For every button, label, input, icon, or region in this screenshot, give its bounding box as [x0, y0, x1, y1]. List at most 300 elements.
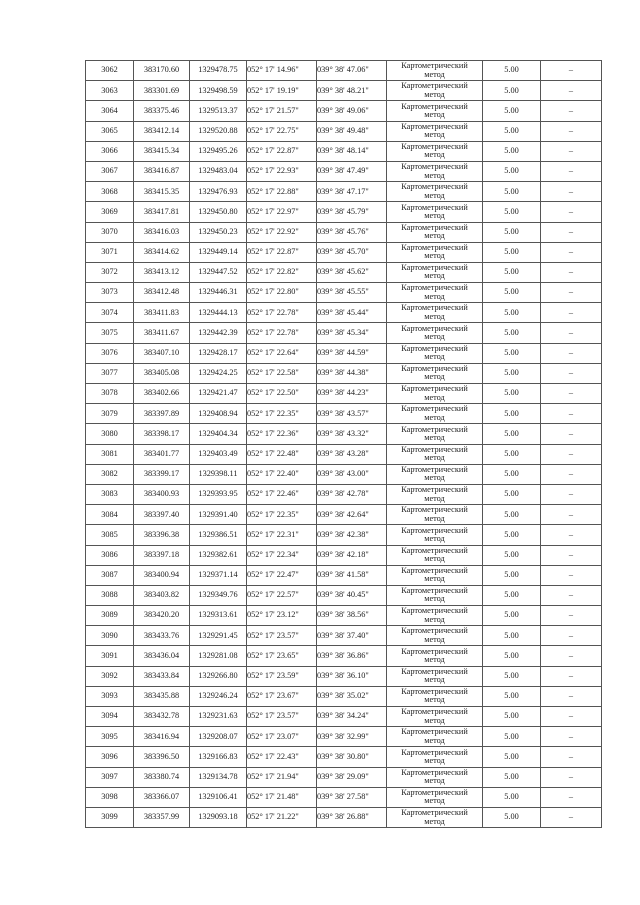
latitude-cell: 052° 17' 22.80" — [247, 283, 317, 303]
method-text: метод — [424, 715, 445, 725]
method-text: метод — [424, 412, 445, 422]
longitude-cell: 039° 38' 44.38" — [317, 363, 387, 383]
method-text: Картометрический — [401, 81, 468, 91]
method-text: Картометрический — [401, 727, 468, 737]
method-cell — [387, 404, 483, 424]
description-cell: – — [541, 747, 602, 767]
longitude-cell: 039° 38' 49.48" — [317, 121, 387, 141]
table-row — [86, 807, 602, 827]
longitude-cell: 039° 38' 45.76" — [317, 222, 387, 242]
method-text: метод — [424, 816, 445, 826]
y-coordinate-cell: 1329391.40 — [190, 505, 247, 525]
method-text: метод — [424, 271, 445, 281]
latitude-cell: 052° 17' 22.57" — [247, 585, 317, 605]
method-cell — [387, 807, 483, 827]
description-cell: – — [541, 686, 602, 706]
latitude-cell: 052° 17' 22.87" — [247, 242, 317, 262]
point-number-cell: 3067 — [86, 161, 134, 181]
y-coordinate-cell: 1329450.80 — [190, 202, 247, 222]
y-coordinate-cell: 1329408.94 — [190, 404, 247, 424]
method-text: метод — [424, 210, 445, 220]
longitude-cell: 039° 38' 44.59" — [317, 343, 387, 363]
method-text: метод — [424, 655, 445, 665]
longitude-cell: 039° 38' 43.28" — [317, 444, 387, 464]
x-coordinate-cell: 383411.83 — [134, 303, 190, 323]
x-coordinate-cell: 383411.67 — [134, 323, 190, 343]
method-cell — [387, 121, 483, 141]
accuracy-cell: 5.00 — [483, 484, 541, 504]
table-row — [86, 242, 602, 262]
latitude-cell: 052° 17' 23.12" — [247, 606, 317, 626]
y-coordinate-cell: 1329093.18 — [190, 807, 247, 827]
coordinates-table-body — [86, 61, 602, 828]
description-cell: – — [541, 121, 602, 141]
method-text: Картометрический — [401, 767, 468, 777]
table-row — [86, 404, 602, 424]
method-cell — [387, 424, 483, 444]
point-number-cell: 3098 — [86, 787, 134, 807]
method-text: Картометрический — [401, 545, 468, 555]
x-coordinate-cell: 383416.87 — [134, 161, 190, 181]
accuracy-cell: 5.00 — [483, 202, 541, 222]
method-text: Картометрический — [401, 424, 468, 434]
x-coordinate-cell: 383398.17 — [134, 424, 190, 444]
x-coordinate-cell: 383433.84 — [134, 666, 190, 686]
y-coordinate-cell: 1329444.13 — [190, 303, 247, 323]
table-row — [86, 343, 602, 363]
point-number-cell: 3086 — [86, 545, 134, 565]
longitude-cell: 039° 38' 45.70" — [317, 242, 387, 262]
y-coordinate-cell: 1329106.41 — [190, 787, 247, 807]
method-text: Картометрический — [401, 747, 468, 757]
accuracy-cell: 5.00 — [483, 545, 541, 565]
description-cell: – — [541, 343, 602, 363]
table-row — [86, 525, 602, 545]
table-row — [86, 283, 602, 303]
method-text: Картометрический — [401, 626, 468, 636]
latitude-cell: 052° 17' 22.88" — [247, 182, 317, 202]
table-row — [86, 202, 602, 222]
method-text: Картометрический — [401, 707, 468, 717]
method-text: Картометрический — [401, 242, 468, 252]
method-text: метод — [424, 109, 445, 119]
longitude-cell: 039° 38' 36.86" — [317, 646, 387, 666]
accuracy-cell: 5.00 — [483, 464, 541, 484]
y-coordinate-cell: 1329134.78 — [190, 767, 247, 787]
point-number-cell: 3088 — [86, 585, 134, 605]
accuracy-cell: 5.00 — [483, 747, 541, 767]
latitude-cell: 052° 17' 22.92" — [247, 222, 317, 242]
method-text: Картометрический — [401, 444, 468, 454]
point-number-cell: 3080 — [86, 424, 134, 444]
y-coordinate-cell: 1329442.39 — [190, 323, 247, 343]
longitude-cell: 039° 38' 34.24" — [317, 707, 387, 727]
point-number-cell: 3070 — [86, 222, 134, 242]
method-cell — [387, 141, 483, 161]
x-coordinate-cell: 383436.04 — [134, 646, 190, 666]
description-cell: – — [541, 61, 602, 81]
x-coordinate-cell: 383399.17 — [134, 464, 190, 484]
method-text: метод — [424, 755, 445, 765]
accuracy-cell: 5.00 — [483, 141, 541, 161]
y-coordinate-cell: 1329393.95 — [190, 484, 247, 504]
x-coordinate-cell: 383435.88 — [134, 686, 190, 706]
table-row — [86, 727, 602, 747]
y-coordinate-cell: 1329246.24 — [190, 686, 247, 706]
method-text: метод — [424, 291, 445, 301]
longitude-cell: 039° 38' 42.64" — [317, 505, 387, 525]
method-text: метод — [424, 614, 445, 624]
method-text: метод — [424, 69, 445, 79]
accuracy-cell: 5.00 — [483, 81, 541, 101]
table-row — [86, 606, 602, 626]
latitude-cell: 052° 17' 22.47" — [247, 565, 317, 585]
x-coordinate-cell: 383400.93 — [134, 484, 190, 504]
description-cell: – — [541, 505, 602, 525]
latitude-cell: 052° 17' 22.93" — [247, 161, 317, 181]
x-coordinate-cell: 383170.60 — [134, 61, 190, 81]
method-text: Картометрический — [401, 787, 468, 797]
accuracy-cell: 5.00 — [483, 384, 541, 404]
table-row — [86, 505, 602, 525]
longitude-cell: 039° 38' 29.09" — [317, 767, 387, 787]
method-text: метод — [424, 190, 445, 200]
latitude-cell: 052° 17' 14.96" — [247, 61, 317, 81]
latitude-cell: 052° 17' 22.78" — [247, 303, 317, 323]
method-text: метод — [424, 89, 445, 99]
longitude-cell: 039° 38' 27.58" — [317, 787, 387, 807]
method-text: метод — [424, 493, 445, 503]
point-number-cell: 3090 — [86, 626, 134, 646]
y-coordinate-cell: 1329428.17 — [190, 343, 247, 363]
point-number-cell: 3082 — [86, 464, 134, 484]
longitude-cell: 039° 38' 45.44" — [317, 303, 387, 323]
method-text: Картометрический — [401, 586, 468, 596]
description-cell: – — [541, 404, 602, 424]
x-coordinate-cell: 383397.40 — [134, 505, 190, 525]
accuracy-cell: 5.00 — [483, 262, 541, 282]
y-coordinate-cell: 1329166.83 — [190, 747, 247, 767]
description-cell: – — [541, 424, 602, 444]
longitude-cell: 039° 38' 45.79" — [317, 202, 387, 222]
method-text: метод — [424, 473, 445, 483]
y-coordinate-cell: 1329403.49 — [190, 444, 247, 464]
table-row — [86, 182, 602, 202]
longitude-cell: 039° 38' 48.14" — [317, 141, 387, 161]
method-text: метод — [424, 231, 445, 241]
method-text: метод — [424, 170, 445, 180]
method-text: Картометрический — [401, 182, 468, 192]
method-text: метод — [424, 735, 445, 745]
longitude-cell: 039° 38' 49.06" — [317, 101, 387, 121]
latitude-cell: 052° 17' 22.64" — [247, 343, 317, 363]
description-cell: – — [541, 767, 602, 787]
method-text: Картометрический — [401, 404, 468, 414]
latitude-cell: 052° 17' 22.46" — [247, 484, 317, 504]
point-number-cell: 3063 — [86, 81, 134, 101]
latitude-cell: 052° 17' 22.35" — [247, 505, 317, 525]
y-coordinate-cell: 1329386.51 — [190, 525, 247, 545]
point-number-cell: 3095 — [86, 727, 134, 747]
y-coordinate-cell: 1329498.59 — [190, 81, 247, 101]
accuracy-cell: 5.00 — [483, 727, 541, 747]
accuracy-cell: 5.00 — [483, 565, 541, 585]
x-coordinate-cell: 383403.82 — [134, 585, 190, 605]
accuracy-cell: 5.00 — [483, 61, 541, 81]
y-coordinate-cell: 1329231.63 — [190, 707, 247, 727]
method-text: метод — [424, 634, 445, 644]
longitude-cell: 039° 38' 43.00" — [317, 464, 387, 484]
method-cell — [387, 484, 483, 504]
accuracy-cell: 5.00 — [483, 686, 541, 706]
description-cell: – — [541, 464, 602, 484]
x-coordinate-cell: 383412.48 — [134, 283, 190, 303]
method-text: метод — [424, 776, 445, 786]
method-text: Картометрический — [401, 666, 468, 676]
table-row — [86, 787, 602, 807]
method-text: метод — [424, 311, 445, 321]
x-coordinate-cell: 383366.07 — [134, 787, 190, 807]
accuracy-cell: 5.00 — [483, 404, 541, 424]
method-cell — [387, 61, 483, 81]
method-cell — [387, 606, 483, 626]
accuracy-cell: 5.00 — [483, 343, 541, 363]
accuracy-cell: 5.00 — [483, 646, 541, 666]
method-text: метод — [424, 372, 445, 382]
latitude-cell: 052° 17' 23.57" — [247, 626, 317, 646]
method-text: Картометрический — [401, 464, 468, 474]
x-coordinate-cell: 383375.46 — [134, 101, 190, 121]
description-cell: – — [541, 283, 602, 303]
accuracy-cell: 5.00 — [483, 787, 541, 807]
y-coordinate-cell: 1329266.80 — [190, 666, 247, 686]
method-cell — [387, 585, 483, 605]
method-cell — [387, 283, 483, 303]
latitude-cell: 052° 17' 22.48" — [247, 444, 317, 464]
description-cell: – — [541, 202, 602, 222]
method-text: метод — [424, 251, 445, 261]
accuracy-cell: 5.00 — [483, 363, 541, 383]
x-coordinate-cell: 383397.18 — [134, 545, 190, 565]
accuracy-cell: 5.00 — [483, 182, 541, 202]
y-coordinate-cell: 1329398.11 — [190, 464, 247, 484]
method-text: Картометрический — [401, 141, 468, 151]
method-text: Картометрический — [401, 61, 468, 71]
description-cell: – — [541, 545, 602, 565]
y-coordinate-cell: 1329421.47 — [190, 384, 247, 404]
method-cell — [387, 747, 483, 767]
latitude-cell: 052° 17' 23.59" — [247, 666, 317, 686]
accuracy-cell: 5.00 — [483, 444, 541, 464]
method-cell — [387, 384, 483, 404]
table-row — [86, 121, 602, 141]
point-number-cell: 3084 — [86, 505, 134, 525]
longitude-cell: 039° 38' 32.99" — [317, 727, 387, 747]
method-text: метод — [424, 332, 445, 342]
y-coordinate-cell: 1329424.25 — [190, 363, 247, 383]
method-text: метод — [424, 796, 445, 806]
x-coordinate-cell: 383407.10 — [134, 343, 190, 363]
accuracy-cell: 5.00 — [483, 283, 541, 303]
latitude-cell: 052° 17' 21.94" — [247, 767, 317, 787]
y-coordinate-cell: 1329483.04 — [190, 161, 247, 181]
method-cell — [387, 545, 483, 565]
table-row — [86, 61, 602, 81]
latitude-cell: 052° 17' 22.75" — [247, 121, 317, 141]
method-cell — [387, 787, 483, 807]
accuracy-cell: 5.00 — [483, 323, 541, 343]
method-text: Картометрический — [401, 687, 468, 696]
description-cell: – — [541, 565, 602, 585]
latitude-cell: 052° 17' 23.67" — [247, 686, 317, 706]
point-number-cell: 3089 — [86, 606, 134, 626]
latitude-cell: 052° 17' 22.87" — [247, 141, 317, 161]
x-coordinate-cell: 383417.81 — [134, 202, 190, 222]
latitude-cell: 052° 17' 22.58" — [247, 363, 317, 383]
accuracy-cell: 5.00 — [483, 807, 541, 827]
latitude-cell: 052° 17' 22.31" — [247, 525, 317, 545]
longitude-cell: 039° 38' 40.45" — [317, 585, 387, 605]
method-text: Картометрический — [401, 263, 468, 273]
method-text: Картометрический — [401, 808, 468, 818]
point-number-cell: 3066 — [86, 141, 134, 161]
description-cell: – — [541, 161, 602, 181]
method-cell — [387, 686, 483, 706]
table-row — [86, 565, 602, 585]
accuracy-cell: 5.00 — [483, 525, 541, 545]
method-text: Картометрический — [401, 121, 468, 131]
longitude-cell: 039° 38' 37.40" — [317, 626, 387, 646]
x-coordinate-cell: 383413.12 — [134, 262, 190, 282]
longitude-cell: 039° 38' 44.23" — [317, 384, 387, 404]
table-row — [86, 303, 602, 323]
accuracy-cell: 5.00 — [483, 666, 541, 686]
method-text: Картометрический — [401, 162, 468, 172]
x-coordinate-cell: 383405.08 — [134, 363, 190, 383]
accuracy-cell: 5.00 — [483, 222, 541, 242]
accuracy-cell: 5.00 — [483, 606, 541, 626]
method-cell — [387, 242, 483, 262]
longitude-cell: 039° 38' 30.80" — [317, 747, 387, 767]
x-coordinate-cell: 383432.78 — [134, 707, 190, 727]
method-text: метод — [424, 130, 445, 140]
point-number-cell: 3074 — [86, 303, 134, 323]
method-text: Картометрический — [401, 364, 468, 373]
table-row — [86, 424, 602, 444]
latitude-cell: 052° 17' 22.36" — [247, 424, 317, 444]
y-coordinate-cell: 1329450.23 — [190, 222, 247, 242]
table-row — [86, 81, 602, 101]
point-number-cell: 3093 — [86, 686, 134, 706]
description-cell: – — [541, 384, 602, 404]
x-coordinate-cell: 383301.69 — [134, 81, 190, 101]
accuracy-cell: 5.00 — [483, 303, 541, 323]
point-number-cell: 3081 — [86, 444, 134, 464]
table-row — [86, 141, 602, 161]
longitude-cell: 039° 38' 48.21" — [317, 81, 387, 101]
x-coordinate-cell: 383396.50 — [134, 747, 190, 767]
point-number-cell: 3092 — [86, 666, 134, 686]
point-number-cell: 3077 — [86, 363, 134, 383]
y-coordinate-cell: 1329446.31 — [190, 283, 247, 303]
point-number-cell: 3079 — [86, 404, 134, 424]
method-text: метод — [424, 392, 445, 402]
method-text: Картометрический — [401, 565, 468, 575]
method-text: метод — [424, 453, 445, 463]
method-text: Картометрический — [401, 283, 468, 293]
method-cell — [387, 323, 483, 343]
point-number-cell: 3065 — [86, 121, 134, 141]
table-row — [86, 464, 602, 484]
latitude-cell: 052° 17' 21.57" — [247, 101, 317, 121]
description-cell: – — [541, 646, 602, 666]
x-coordinate-cell: 383380.74 — [134, 767, 190, 787]
method-cell — [387, 303, 483, 323]
longitude-cell: 039° 38' 45.62" — [317, 262, 387, 282]
latitude-cell: 052° 17' 22.97" — [247, 202, 317, 222]
description-cell: – — [541, 182, 602, 202]
longitude-cell: 039° 38' 43.32" — [317, 424, 387, 444]
method-text: Картометрический — [401, 525, 468, 535]
method-text: Картометрический — [401, 343, 468, 353]
latitude-cell: 052° 17' 23.57" — [247, 707, 317, 727]
description-cell: – — [541, 242, 602, 262]
method-text: Картометрический — [401, 384, 468, 394]
method-text: Картометрический — [401, 202, 468, 212]
x-coordinate-cell: 383401.77 — [134, 444, 190, 464]
method-cell — [387, 767, 483, 787]
longitude-cell: 039° 38' 26.88" — [317, 807, 387, 827]
method-text: метод — [424, 695, 445, 705]
description-cell: – — [541, 141, 602, 161]
point-number-cell: 3069 — [86, 202, 134, 222]
method-cell — [387, 81, 483, 101]
x-coordinate-cell: 383415.34 — [134, 141, 190, 161]
y-coordinate-cell: 1329447.52 — [190, 262, 247, 282]
method-text: Картометрический — [401, 606, 468, 616]
x-coordinate-cell: 383402.66 — [134, 384, 190, 404]
y-coordinate-cell: 1329382.61 — [190, 545, 247, 565]
x-coordinate-cell: 383412.14 — [134, 121, 190, 141]
longitude-cell: 039° 38' 45.55" — [317, 283, 387, 303]
longitude-cell: 039° 38' 42.18" — [317, 545, 387, 565]
latitude-cell: 052° 17' 22.35" — [247, 404, 317, 424]
accuracy-cell: 5.00 — [483, 101, 541, 121]
x-coordinate-cell: 383397.89 — [134, 404, 190, 424]
longitude-cell: 039° 38' 47.06" — [317, 61, 387, 81]
x-coordinate-cell: 383357.99 — [134, 807, 190, 827]
table-row — [86, 484, 602, 504]
description-cell: – — [541, 81, 602, 101]
table-row — [86, 585, 602, 605]
point-number-cell: 3071 — [86, 242, 134, 262]
longitude-cell: 039° 38' 45.34" — [317, 323, 387, 343]
y-coordinate-cell: 1329476.93 — [190, 182, 247, 202]
latitude-cell: 052° 17' 22.34" — [247, 545, 317, 565]
description-cell: – — [541, 363, 602, 383]
longitude-cell: 039° 38' 47.49" — [317, 161, 387, 181]
method-text: Картометрический — [401, 303, 468, 313]
method-text: Картометрический — [401, 505, 468, 515]
method-cell — [387, 505, 483, 525]
point-number-cell: 3091 — [86, 646, 134, 666]
method-cell — [387, 666, 483, 686]
method-text: Картометрический — [401, 323, 468, 333]
y-coordinate-cell: 1329478.75 — [190, 61, 247, 81]
method-text: Картометрический — [401, 101, 468, 111]
description-cell: – — [541, 303, 602, 323]
table-row — [86, 646, 602, 666]
